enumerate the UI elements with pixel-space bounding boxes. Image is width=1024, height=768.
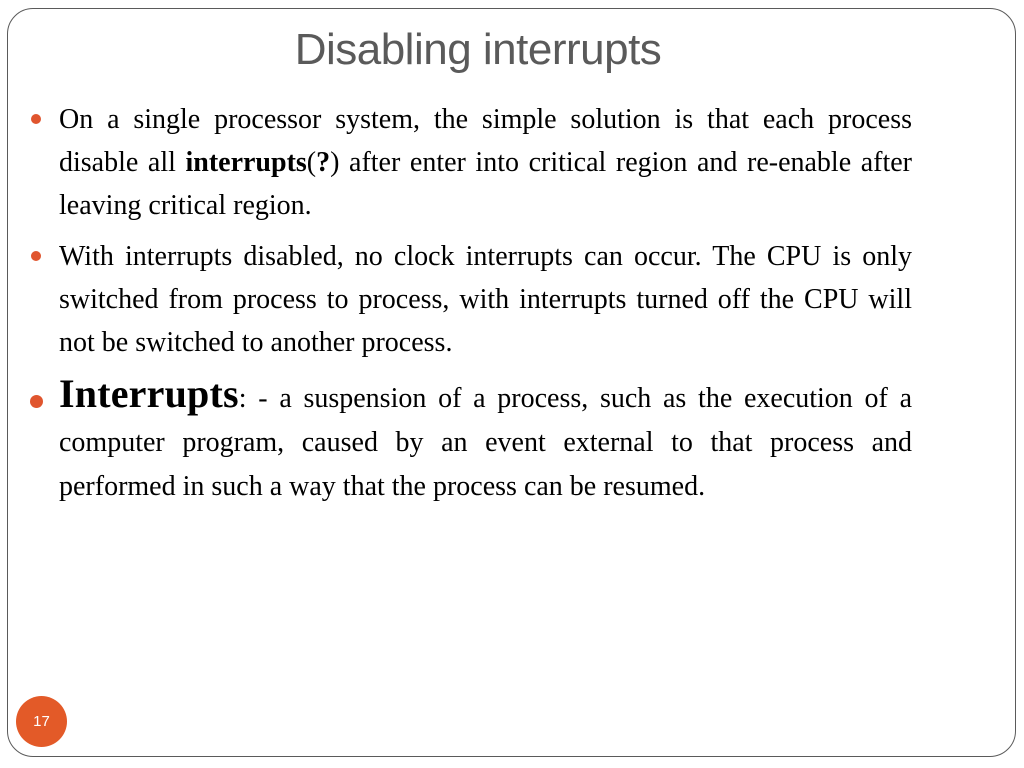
bullet-1-text-before: On a single processor system, the simple solution is that each process disable all [59, 104, 912, 178]
bullet-3-term: Interrupts [59, 371, 239, 416]
bullet-2-text: With interrupts disabled, no clock interrupts can occur. The CPU is only switched from process to process, with interrupts turned off the CPU will not be switched to another process. [59, 241, 912, 358]
bullet-dot-icon [31, 251, 41, 261]
bullet-1-question-mark: ? [316, 147, 331, 178]
bullet-item-3 [28, 372, 912, 509]
bullet-1-bold-term: interrupts [185, 147, 307, 178]
bullet-3-definition: : - a suspension of a process, such as the execution of a computer program, caused by an event external to that process and performed in such a way that the process can be resumed. [59, 383, 912, 502]
page-number-badge: 17 [16, 696, 67, 747]
bullet-1-paren-open: ( [306, 147, 317, 178]
bullet-item-1 [28, 98, 912, 227]
bullet-1-text-after: ) after enter into critical region and re-enable after leaving critical region. [59, 147, 913, 221]
slide-body [28, 98, 912, 517]
bullet-item-2 [28, 235, 912, 364]
bullet-dot-icon [30, 395, 43, 408]
slide-title: Disabling interrupts [294, 25, 662, 74]
bullet-dot-icon [31, 114, 41, 124]
